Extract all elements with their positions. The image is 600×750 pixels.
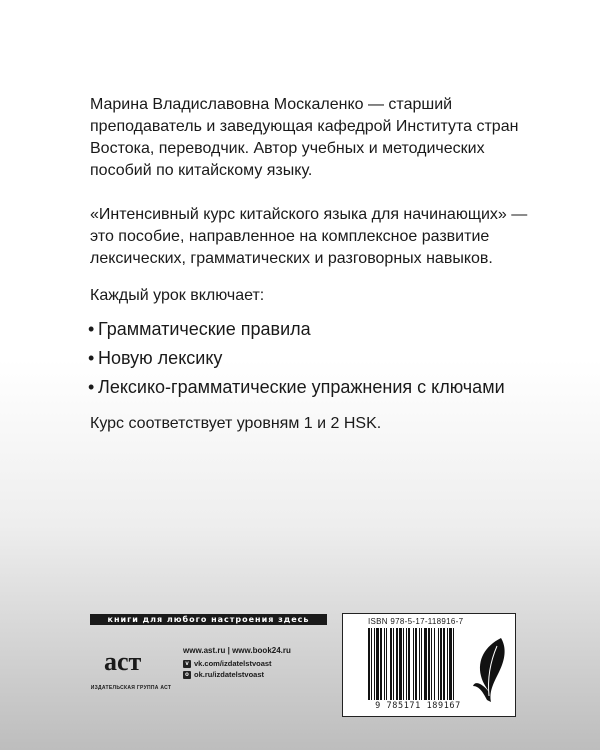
barcode-bar (419, 628, 420, 700)
barcode-bar (443, 628, 445, 700)
barcode-digits: 9 785171 189167 (375, 701, 461, 711)
barcode-bar (399, 628, 402, 700)
barcode-bar (384, 628, 385, 700)
list-item: • Лексико-грамматические упражнения с ключами (88, 377, 505, 397)
quill-icon (471, 636, 511, 704)
barcode-bar (434, 628, 435, 700)
ok-link[interactable] (183, 670, 291, 681)
barcode-bar (408, 628, 410, 700)
publisher-logo (100, 640, 160, 682)
ok-link-text: ok.ru/izdatelstvoast (194, 670, 265, 679)
barcode-bar (406, 628, 407, 700)
barcode-bar (449, 628, 452, 700)
vk-icon: v (183, 660, 191, 668)
publisher-logo-text: аст (104, 647, 142, 676)
barcode-bar (403, 628, 404, 700)
list-item: • Новую лексику (88, 348, 223, 368)
barcode-bar (440, 628, 442, 700)
barcode-bar (413, 628, 414, 700)
publisher-links (183, 645, 291, 681)
vk-link[interactable] (183, 659, 291, 670)
publisher-sites[interactable]: www.ast.ru | www.book24.ru (183, 646, 291, 655)
publisher-name: ИЗДАТЕЛЬСКАЯ ГРУППА АСТ (90, 685, 172, 691)
publisher-tagline: книги для любого настроения здесь (90, 614, 327, 625)
lesson-items-list (88, 318, 505, 405)
barcode-bar (393, 628, 394, 700)
list-item-text: Грамматические правила (98, 319, 311, 339)
barcode-bar (390, 628, 392, 700)
book-description: «Интенсивный курс китайского языка для начинающих» — это пособие, направленное на комплексное развитие лексических, грамматических и разговорных навыков. (90, 206, 528, 267)
ok-icon: o (183, 671, 191, 679)
barcode-bar (431, 628, 432, 700)
barcode-bar (380, 628, 382, 700)
barcode-bar (447, 628, 448, 700)
barcode-bar (415, 628, 417, 700)
author-bio: Марина Владиславовна Москаленко — старший преподаватель и заведующая кафедрой Института стран Востока, переводчик. Автор учебных и методических пособий по китайскому языку. (90, 96, 519, 179)
barcode-bar (374, 628, 375, 700)
barcode-bar (396, 628, 398, 700)
list-item-text: Лексико-грамматические упражнения с ключами (98, 377, 505, 397)
barcode-bar (368, 628, 370, 700)
list-item-text: Новую лексику (98, 348, 223, 368)
barcode-bar (453, 628, 454, 700)
barcode-bar (386, 628, 387, 700)
vk-link-text: vk.com/izdatelstvoast (194, 659, 272, 668)
barcode (368, 628, 468, 700)
barcode-bar (428, 628, 430, 700)
barcode-bar (438, 628, 439, 700)
barcode-bar (424, 628, 427, 700)
hsk-note: Курс соответствует уровням 1 и 2 HSK. (90, 415, 382, 432)
isbn: ISBN 978-5-17-118916-7 (368, 617, 464, 626)
list-item: • Грамматические правила (88, 319, 311, 339)
barcode-bar (371, 628, 372, 700)
lesson-intro: Каждый урок включает: (90, 287, 265, 304)
barcode-bar (421, 628, 422, 700)
barcode-bar (376, 628, 379, 700)
isbn-barcode-box (342, 613, 516, 717)
